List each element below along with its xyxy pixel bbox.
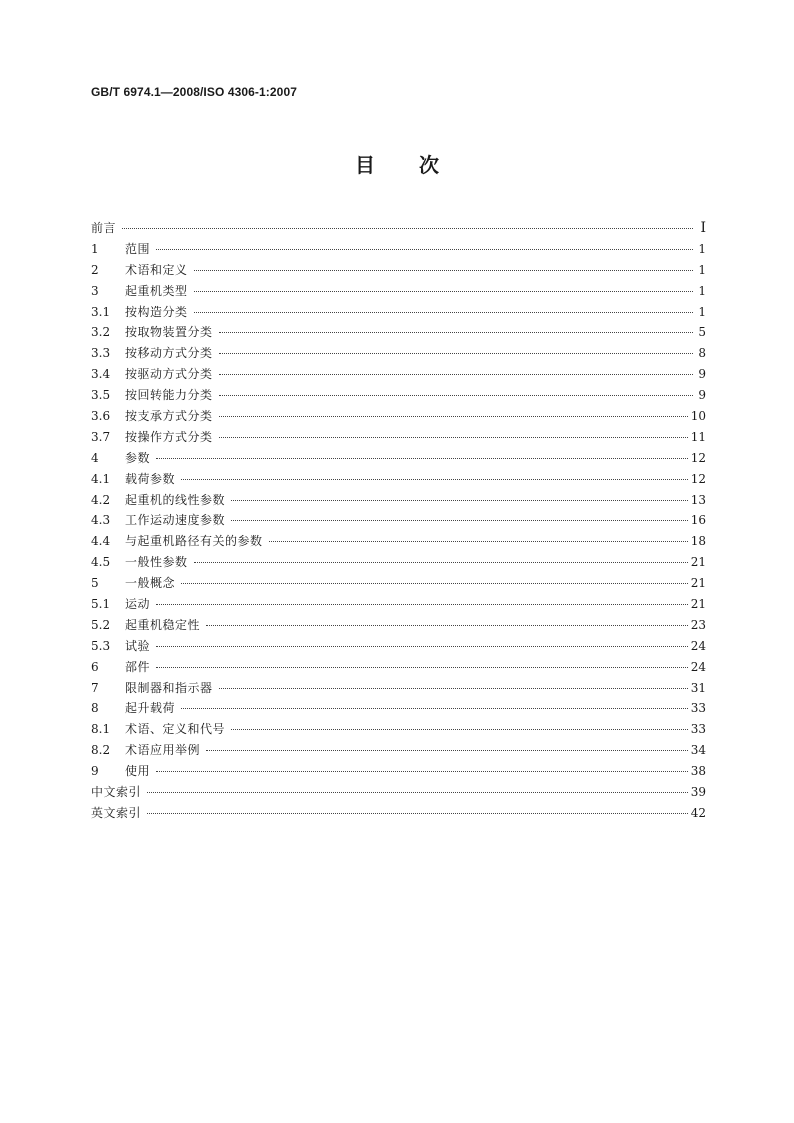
toc-entry[interactable] — [91, 469, 706, 490]
toc-entry[interactable] — [91, 302, 706, 323]
toc-entry-page: 12 — [690, 471, 706, 486]
toc-dot-leader — [194, 311, 693, 313]
toc-entry-number: 3.4 — [91, 367, 111, 382]
toc-entry[interactable] — [91, 281, 706, 302]
toc-entry-page: 1 — [698, 262, 706, 277]
toc-entry[interactable] — [91, 740, 706, 761]
toc-entry-label: 一般概念 — [125, 576, 176, 591]
toc-entry-number: 5.3 — [91, 638, 111, 653]
toc-entry-page: 10 — [690, 409, 706, 424]
toc-entry[interactable] — [91, 490, 706, 511]
toc-dot-leader — [231, 728, 688, 730]
toc-entry-number: 4.2 — [91, 492, 111, 507]
toc-entry-number: 8 — [91, 701, 99, 716]
toc-dot-leader — [156, 457, 688, 459]
toc-entry-label: 起升载荷 — [125, 701, 176, 716]
toc-entry[interactable] — [91, 531, 706, 552]
toc-entry-label: 按驱动方式分类 — [125, 367, 213, 382]
toc-entry-number: 6 — [91, 659, 99, 674]
toc-entry-number: 4.1 — [91, 471, 111, 486]
toc-entry-label: 按移动方式分类 — [125, 346, 213, 361]
toc-entry-page: 21 — [690, 597, 706, 612]
toc-entry-page: 1 — [698, 304, 706, 319]
toc-entry[interactable] — [91, 343, 706, 364]
toc-entry[interactable] — [91, 260, 706, 281]
toc-dot-leader — [156, 666, 688, 668]
toc-dot-leader — [181, 582, 688, 584]
toc-dot-leader — [219, 394, 693, 396]
toc-entry-page: 24 — [690, 659, 706, 674]
toc-entry-number: 2 — [91, 262, 99, 277]
toc-dot-leader — [156, 770, 688, 772]
toc-entry-label: 术语应用举例 — [125, 743, 201, 758]
toc-entry-number: 3.2 — [91, 325, 111, 340]
toc-entry-label: 术语和定义 — [125, 262, 188, 277]
toc-entry[interactable] — [91, 427, 706, 448]
toc-entry-page: 1 — [698, 283, 706, 298]
toc-dot-leader — [219, 687, 688, 689]
toc-dot-leader — [269, 540, 688, 542]
toc-entry-label: 运动 — [125, 597, 151, 612]
toc-dot-leader — [219, 373, 693, 375]
toc-entry-label: 起重机的线性参数 — [125, 492, 226, 507]
toc-entry-page: 12 — [690, 450, 706, 465]
toc-entry-number: 5.1 — [91, 597, 111, 612]
toc-entry[interactable] — [91, 615, 706, 636]
toc-entry-number: 7 — [91, 680, 99, 695]
toc-entry-label: 试验 — [125, 638, 151, 653]
toc-entry-label: 范围 — [125, 241, 151, 256]
toc-dot-leader — [194, 290, 693, 292]
toc-entry[interactable] — [91, 719, 706, 740]
toc-entry-number: 9 — [91, 764, 99, 779]
toc-dot-leader — [147, 791, 688, 793]
toc-entry-label: 按操作方式分类 — [125, 429, 213, 444]
toc-dot-leader — [156, 645, 688, 647]
toc-entry-page: 16 — [690, 513, 706, 528]
toc-entry-number: 3.7 — [91, 429, 111, 444]
title-char-2: 次 — [419, 153, 439, 177]
toc-entry[interactable] — [91, 406, 706, 427]
toc-dot-leader — [219, 331, 693, 333]
toc-entry[interactable] — [91, 385, 706, 406]
toc-entry-label: 按取物装置分类 — [125, 325, 213, 340]
toc-entry[interactable] — [91, 761, 706, 782]
toc-entry[interactable] — [91, 218, 706, 239]
toc-entry-label: 参数 — [125, 450, 151, 465]
toc-entry-page: 33 — [690, 722, 706, 737]
toc-dot-leader — [122, 227, 693, 229]
table-of-contents — [91, 218, 706, 824]
toc-entry-number: 3.3 — [91, 346, 111, 361]
toc-entry[interactable] — [91, 510, 706, 531]
toc-entry-page: 13 — [690, 492, 706, 507]
toc-entry-label: 英文索引 — [91, 805, 142, 820]
toc-entry-label: 限制器和指示器 — [125, 680, 213, 695]
toc-entry-page: 39 — [690, 785, 706, 800]
toc-dot-leader — [147, 812, 688, 814]
toc-entry[interactable] — [91, 678, 706, 699]
toc-dot-leader — [194, 269, 693, 271]
toc-entry[interactable] — [91, 594, 706, 615]
toc-entry-label: 按回转能力分类 — [125, 388, 213, 403]
toc-dot-leader — [206, 749, 688, 751]
toc-dot-leader — [231, 519, 688, 521]
toc-entry[interactable] — [91, 657, 706, 678]
toc-entry[interactable] — [91, 322, 706, 343]
toc-dot-leader — [219, 436, 688, 438]
toc-entry-page: I — [700, 220, 706, 236]
standard-code: GB/T 6974.1—2008/ISO 4306-1:2007 — [91, 85, 297, 99]
toc-entry-page: 42 — [690, 805, 706, 820]
toc-dot-leader — [181, 707, 688, 709]
toc-entry-label: 按支承方式分类 — [125, 409, 213, 424]
toc-entry[interactable] — [91, 552, 706, 573]
toc-entry[interactable] — [91, 364, 706, 385]
toc-entry-page: 23 — [690, 617, 706, 632]
toc-entry-label: 一般性参数 — [125, 555, 188, 570]
toc-entry-page: 33 — [690, 701, 706, 716]
toc-entry-label: 前言 — [91, 221, 117, 235]
toc-dot-leader — [181, 478, 688, 480]
toc-entry-page: 9 — [698, 367, 706, 382]
toc-entry-number: 3.5 — [91, 388, 111, 403]
toc-entry[interactable] — [91, 636, 706, 657]
toc-entry-page: 21 — [690, 555, 706, 570]
toc-entry-label: 起重机类型 — [125, 283, 188, 298]
toc-entry-label: 按构造分类 — [125, 304, 188, 319]
toc-entry-number: 3.6 — [91, 409, 111, 424]
toc-entry-label: 术语、定义和代号 — [125, 722, 226, 737]
toc-entry-label: 中文索引 — [91, 785, 142, 800]
toc-entry-page: 31 — [690, 680, 706, 695]
toc-entry-page: 8 — [698, 346, 706, 361]
toc-entry-page: 38 — [690, 764, 706, 779]
toc-entry-number: 4.3 — [91, 513, 111, 528]
page-title — [0, 151, 794, 179]
toc-entry[interactable] — [91, 239, 706, 260]
toc-entry-number: 8.2 — [91, 743, 111, 758]
toc-entry-number: 8.1 — [91, 722, 111, 737]
toc-entry-number: 4 — [91, 450, 99, 465]
toc-entry-label: 使用 — [125, 764, 151, 779]
toc-entry-label: 起重机稳定性 — [125, 617, 201, 632]
toc-entry-page: 1 — [698, 241, 706, 256]
toc-entry[interactable] — [91, 698, 706, 719]
toc-entry-page: 9 — [698, 388, 706, 403]
toc-dot-leader — [206, 624, 688, 626]
toc-entry-page: 21 — [690, 576, 706, 591]
toc-entry-label: 载荷参数 — [125, 471, 176, 486]
toc-dot-leader — [156, 248, 693, 250]
title-char-1: 目 — [355, 153, 375, 177]
toc-entry[interactable] — [91, 782, 706, 803]
toc-entry-page: 34 — [690, 743, 706, 758]
toc-entry-number: 1 — [91, 241, 99, 256]
toc-entry-page: 18 — [690, 534, 706, 549]
toc-entry-page: 24 — [690, 638, 706, 653]
toc-entry-number: 3.1 — [91, 304, 111, 319]
toc-dot-leader — [219, 415, 688, 417]
toc-entry[interactable] — [91, 448, 706, 469]
toc-entry-number: 5 — [91, 576, 99, 591]
toc-entry[interactable] — [91, 573, 706, 594]
toc-entry-number: 4.4 — [91, 534, 111, 549]
toc-dot-leader — [219, 352, 693, 354]
toc-entry-number: 4.5 — [91, 555, 111, 570]
toc-entry-label: 与起重机路径有关的参数 — [125, 534, 263, 549]
toc-dot-leader — [156, 603, 688, 605]
toc-entry-number: 5.2 — [91, 617, 111, 632]
toc-entry-label: 部件 — [125, 659, 151, 674]
toc-entry-page: 5 — [698, 325, 706, 340]
toc-dot-leader — [194, 561, 688, 563]
toc-entry-page: 11 — [690, 429, 706, 444]
toc-entry-number: 3 — [91, 283, 99, 298]
toc-entry[interactable] — [91, 803, 706, 824]
toc-dot-leader — [231, 499, 688, 501]
toc-entry-label: 工作运动速度参数 — [125, 513, 226, 528]
